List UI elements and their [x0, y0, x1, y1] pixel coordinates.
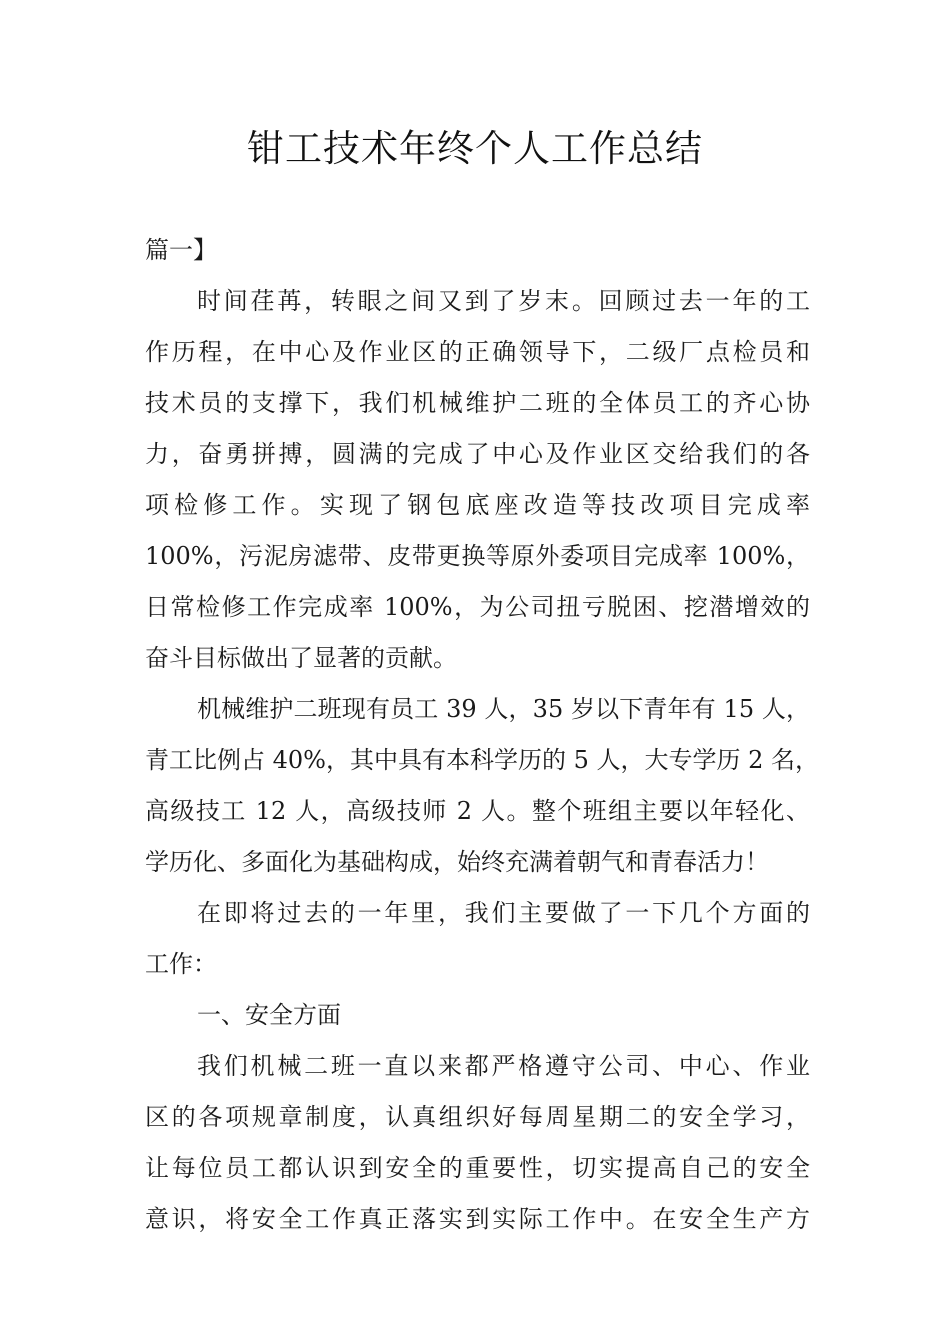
paragraph-line: 在即将过去的一年里，我们主要做了一下几个方面的	[197, 899, 810, 927]
paragraph-line: 作历程，在中心及作业区的正确领导下，二级厂点检员和	[145, 338, 810, 366]
paragraph-line: 100%，污泥房滤带、皮带更换等原外委项目完成率 100%，	[145, 542, 810, 570]
paragraph-line: 奋斗目标做出了显著的贡献。	[145, 644, 457, 672]
paragraph-line: 区的各项规章制度，认真组织好每周星期二的安全学习，	[145, 1103, 810, 1131]
paragraph-line: 力，奋勇拼搏，圆满的完成了中心及作业区交给我们的各	[145, 440, 810, 468]
paragraph-line: 工作：	[145, 950, 217, 978]
document-title: 钳工技术年终个人工作总结	[247, 127, 703, 170]
paragraph-line: 技术员的支撑下，我们机械维护二班的全体员工的齐心协	[145, 389, 810, 417]
paragraph-line: 我们机械二班一直以来都严格遵守公司、中心、作业	[197, 1052, 810, 1080]
document-body	[145, 225, 820, 1245]
paragraph-line: 让每位员工都认识到安全的重要性，切实提高自己的安全	[145, 1154, 810, 1182]
paragraph-line: 日常检修工作完成率 100%，为公司扭亏脱困、挖潜增效的	[145, 593, 810, 621]
paragraph-line: 高级技工 12 人，高级技师 2 人。整个班组主要以年轻化、	[145, 797, 810, 825]
paragraph-line: 意识，将安全工作真正落实到实际工作中。在安全生产方	[145, 1205, 810, 1233]
paragraph-line: 青工比例占 40%，其中具有本科学历的 5 人，大专学历 2 名，	[145, 746, 820, 774]
paragraph-line: 机械维护二班现有员工 39 人，35 岁以下青年有 15 人，	[197, 695, 810, 723]
section-label: 篇一】	[145, 236, 217, 264]
section-heading: 一、安全方面	[197, 1001, 341, 1029]
paragraph-line: 学历化、多面化为基础构成，始终充满着朝气和青春活力！	[145, 848, 769, 876]
paragraph-line: 项检修工作。实现了钢包底座改造等技改项目完成率	[145, 491, 810, 519]
paragraph-line: 时间荏苒，转眼之间又到了岁末。回顾过去一年的工	[197, 287, 810, 315]
